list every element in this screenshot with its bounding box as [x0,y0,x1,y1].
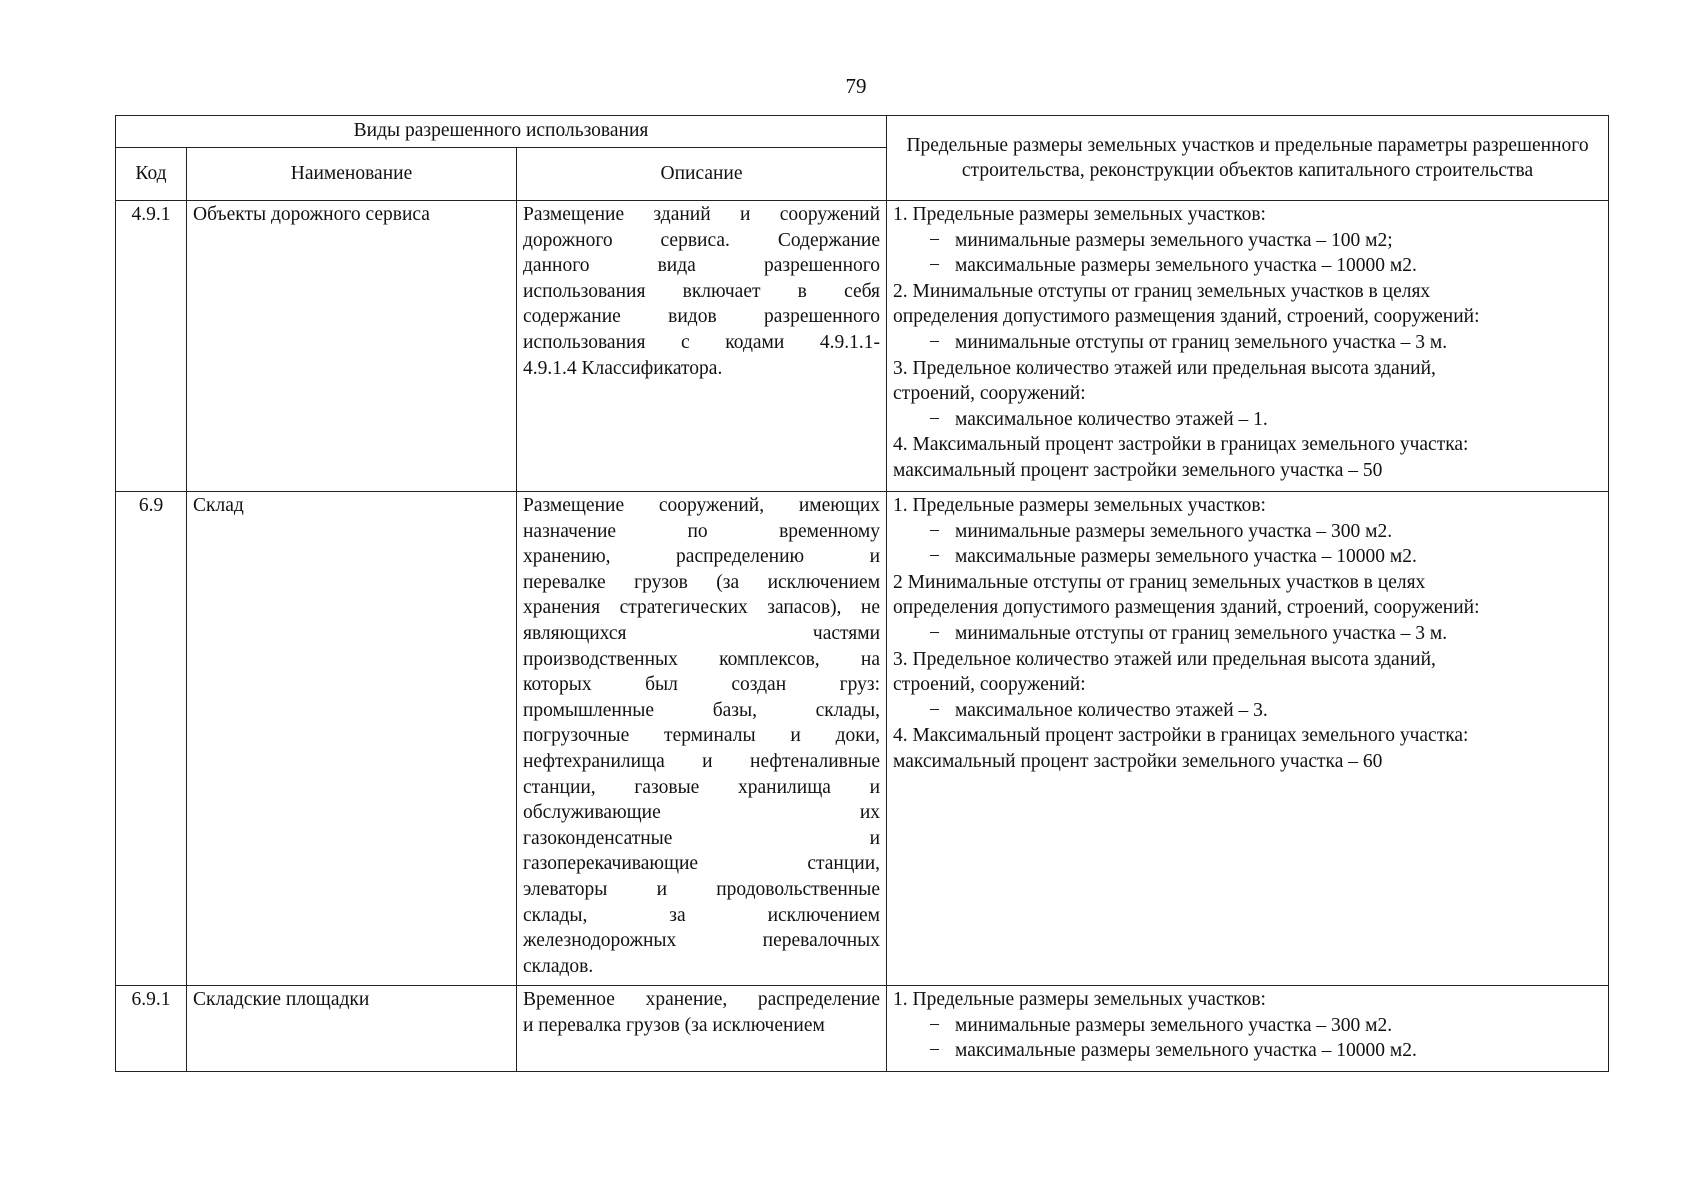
table-row [116,492,1609,986]
dash-bullet-icon: − [929,520,941,542]
parameter-line: строений, сооружений: [893,383,1086,405]
description-line: железнодорожных перевалочных [523,930,881,952]
cell-name: Объекты дорожного сервиса [187,201,517,492]
description-line: погрузочные терминалы и доки, [523,725,881,747]
table-row [116,986,1609,1072]
table-row [116,201,1609,492]
header-name: Наименование [187,148,517,201]
parameter-line: максимальный процент застройки земельного участка – 50 [893,459,1383,481]
cell-parameters [887,986,1609,1072]
description-line: газоконденсатные и [523,827,881,849]
land-use-table [115,115,1609,1072]
parameter-bullet-text: минимальные размеры земельного участка – 100 м2; [955,229,1393,251]
dash-bullet-icon: − [929,408,941,430]
description-line: нефтехранилища и нефтеналивные [523,750,881,772]
page-number: 79 [845,74,867,98]
group-header-permitted-uses: Виды разрешенного использования [116,116,887,148]
dash-bullet-icon: − [929,546,941,568]
cell-description [517,201,887,492]
parameter-bullet-text: максимальные размеры земельного участка – 10000 м2. [955,1040,1417,1062]
parameter-bullet-text: минимальные размеры земельного участка – 300 м2. [955,1014,1393,1036]
parameter-line: 4. Максимальный процент застройки в границах земельного участка: [893,725,1469,747]
parameter-bullet [893,519,1602,545]
parameter-line: 1. Предельные размеры земельных участков: [893,495,1266,516]
description-line: Размещение сооружений, имеющих [523,495,881,516]
parameter-bullet [893,698,1602,724]
description-line: которых был создан груз: [523,674,881,696]
description-line: складов. [523,955,594,977]
parameter-bullet-text: минимальные размеры земельного участка – 300 м2. [955,520,1393,542]
parameter-bullet [893,228,1602,254]
parameter-bullet-text: максимальное количество этажей – 1. [955,408,1268,430]
parameter-bullet [893,253,1602,279]
description-line: и перевалка грузов (за исключением [523,1014,825,1036]
description-line: обслуживающие их [523,802,881,824]
table-body [116,201,1609,1072]
parameter-bullet-text: максимальные размеры земельного участка – 10000 м2. [955,546,1417,568]
header-description: Описание [517,148,887,201]
parameter-bullet [893,1038,1602,1064]
description-line: 4.9.1.4 Классификатора. [523,357,723,379]
parameter-line: определения допустимого размещения зданий, строений, сооружений: [893,597,1480,619]
description-line: перевалке грузов (за исключением [523,571,881,593]
dash-bullet-icon: − [929,1040,941,1062]
cell-code: 4.9.1 [116,201,187,492]
parameter-bullet [893,1013,1602,1039]
description-line: склады, за исключением [523,904,881,926]
dash-bullet-icon: − [929,622,941,644]
description-line: элеваторы и продовольственные [523,878,881,900]
dash-bullet-icon: − [929,331,941,353]
description-line: хранения стратегических запасов), не [523,597,881,619]
parameter-bullet [893,407,1602,433]
cell-parameters [887,492,1609,986]
description-line: газоперекачивающие станции, [523,853,881,875]
cell-code: 6.9 [116,492,187,986]
parameter-bullet-text: максимальные размеры земельного участка – 10000 м2. [955,255,1417,277]
parameter-line: 2 Минимальные отступы от границ земельных участков в целях [893,571,1426,593]
description-line: дорожного сервиса. Содержание [523,229,881,251]
header-limits-and-parameters: Предельные размеры земельных участков и предельные параметры разрешенного строительства, реконструкции объектов капитального строительства [887,116,1609,201]
description-line: производственных комплексов, на [523,648,881,670]
dash-bullet-icon: − [929,1014,941,1036]
parameter-bullet-text: минимальные отступы от границ земельного участка – 3 м. [955,331,1448,353]
dash-bullet-icon: − [929,255,941,277]
parameter-line: 1. Предельные размеры земельных участков: [893,989,1266,1010]
cell-parameters [887,201,1609,492]
description-line: промышленные базы, склады, [523,699,881,721]
parameter-line: определения допустимого размещения зданий, строений, сооружений: [893,306,1480,328]
parameter-bullet [893,621,1602,647]
parameter-line: 2. Минимальные отступы от границ земельных участков в целях [893,280,1431,302]
description-line: назначение по временному [523,520,881,542]
cell-description [517,492,887,986]
cell-code: 6.9.1 [116,986,187,1072]
parameter-line: 1. Предельные размеры земельных участков: [893,204,1266,225]
description-line: Размещение зданий и сооружений [523,204,881,225]
cell-name: Склад [187,492,517,986]
description-line: являющихся частями [523,622,881,644]
parameter-bullet-text: минимальные отступы от границ земельного участка – 3 м. [955,622,1448,644]
dash-bullet-icon: − [929,699,941,721]
cell-description [517,986,887,1072]
parameter-bullet [893,544,1602,570]
parameter-bullet-text: максимальное количество этажей – 3. [955,699,1268,721]
description-line: Временное хранение, распределение [523,989,881,1010]
description-line: использования включает в себя [523,280,881,302]
description-line: использования с кодами 4.9.1.1- [523,331,881,353]
dash-bullet-icon: − [929,229,941,251]
description-line: станции, газовые хранилища и [523,776,881,798]
header-code: Код [116,148,187,201]
description-line: данного вида разрешенного [523,255,881,277]
parameter-bullet [893,330,1602,356]
parameter-line: 4. Максимальный процент застройки в границах земельного участка: [893,434,1469,456]
parameter-line: строений, сооружений: [893,674,1086,696]
cell-name: Складские площадки [187,986,517,1072]
parameter-line: максимальный процент застройки земельного участка – 60 [893,750,1383,772]
description-line: содержание видов разрешенного [523,306,881,328]
table-header-row-group [116,116,1609,148]
parameter-line: 3. Предельное количество этажей или предельная высота зданий, [893,648,1436,670]
parameter-line: 3. Предельное количество этажей или предельная высота зданий, [893,357,1436,379]
description-line: хранению, распределению и [523,546,881,568]
